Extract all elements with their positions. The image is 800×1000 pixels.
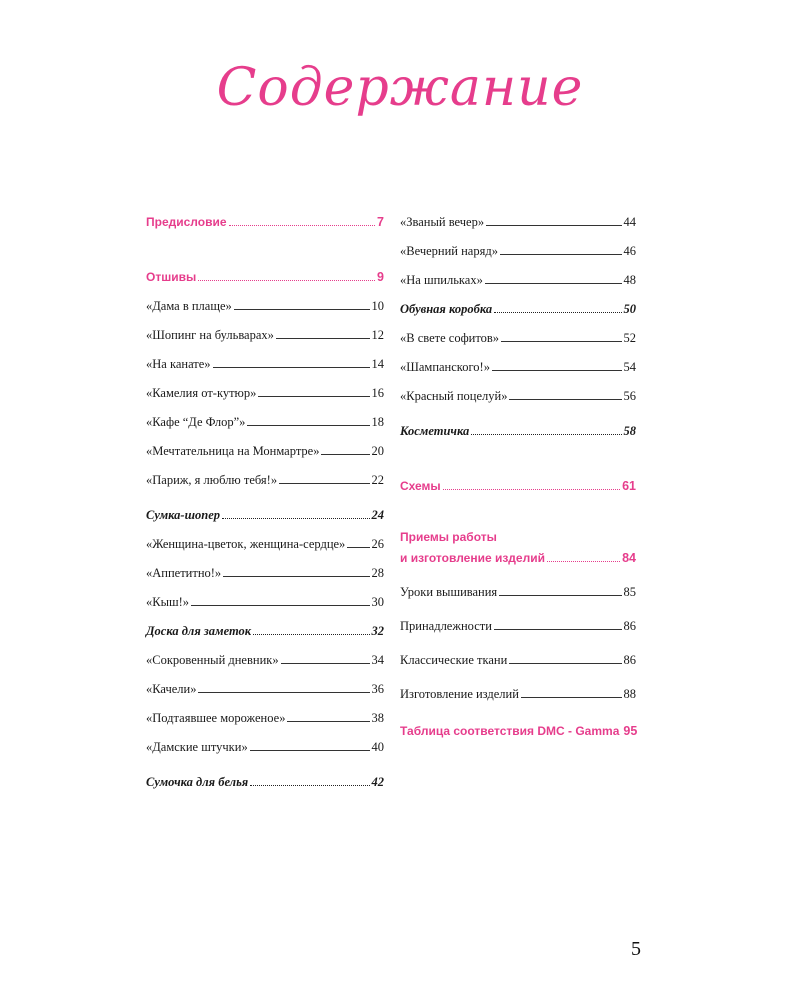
toc-page-number: 48 [623,273,636,287]
toc-entry[interactable] [400,266,636,295]
toc-section-techniques[interactable] [400,527,636,569]
toc-page-number: 58 [623,424,636,438]
leader-line [250,743,370,751]
toc-entry-label: Отшивы [146,270,197,284]
leader-line [276,331,370,339]
toc-entry[interactable] [400,575,636,609]
toc-entry-label: «Камелия от-кутюр» [146,386,257,400]
toc-entry-label: «Вечерний наряд» [400,244,498,258]
toc-entry[interactable] [146,733,384,762]
toc-page-number: 44 [623,215,636,229]
toc-entry-label: Изготовление изделий [400,687,519,701]
leader-line [347,540,369,548]
toc-page-number: 95 [623,724,638,738]
toc-entry[interactable] [146,321,384,350]
leader-line [485,276,622,284]
toc-entry-label: Классические ткани [400,653,508,667]
toc-section-dmc-table[interactable] [400,717,636,746]
leader-line [234,302,370,310]
toc-entry-label: «Красный поцелуй» [400,389,508,403]
toc-page-number: 50 [623,302,636,316]
toc-page-number: 28 [371,566,384,580]
leader-line [279,476,369,484]
page-title: Содержание [216,58,584,118]
toc-entry-label: «На шпильках» [400,273,483,287]
toc-section-shopper[interactable] [146,501,384,530]
toc-entry-label: Таблица соответствия DMC - Gamma [400,724,620,738]
toc-page-number: 34 [371,653,384,667]
toc-entry[interactable] [146,350,384,379]
toc-page-number: 52 [623,331,636,345]
toc-page-number: 56 [623,389,636,403]
toc-page-number: 10 [371,299,384,313]
toc-entry-label: Схемы [400,479,441,493]
toc-page-number: 54 [623,360,636,374]
toc-section-shoebox[interactable] [400,295,636,324]
toc-entry[interactable] [146,466,384,495]
toc-entry-label: Приемы работы [400,530,497,544]
toc-page-number: 85 [623,585,636,599]
leader-line [521,690,622,698]
toc-entry[interactable] [146,408,384,437]
leader-line [509,656,621,664]
toc-section-otshivy[interactable] [146,263,384,292]
toc-entry[interactable] [400,382,636,411]
leader-line [258,389,369,397]
dot-leader [443,481,620,490]
toc-entry[interactable] [146,559,384,588]
toc-page-number: 22 [371,473,384,487]
leader-line [500,247,622,255]
leader-line [486,218,621,226]
toc-entry[interactable] [400,353,636,382]
page-number: 5 [631,938,641,960]
dot-leader [471,426,621,435]
toc-page-number: 46 [623,244,636,258]
toc-page-number: 84 [622,551,636,565]
toc-page-number: 18 [371,415,384,429]
toc-entry-label: Предисловие [146,215,227,229]
leader-line [509,392,621,400]
toc-page-number: 61 [622,479,636,493]
toc-entry[interactable] [146,379,384,408]
toc-entry[interactable] [146,704,384,733]
toc-entry-label: «Кыш!» [146,595,190,609]
toc-page-number: 9 [377,270,384,284]
toc-entry-label: «В свете софитов» [400,331,500,345]
dot-leader [229,217,376,226]
toc-entry[interactable] [146,437,384,466]
toc-entry-label: «На канате» [146,357,211,371]
toc-entry-label: Сумка-шопер [146,508,220,522]
leader-line [213,360,370,368]
toc-page-number: 32 [371,624,384,638]
toc-entry-label: «Женщина-цветок, женщина-сердце» [146,537,346,551]
toc-entry[interactable] [400,237,636,266]
toc-page-number: 42 [371,775,384,789]
toc-page-number: 36 [371,682,384,696]
toc-entry[interactable] [400,609,636,643]
toc-entry[interactable] [400,677,636,711]
toc-entry[interactable] [146,675,384,704]
leader-line [198,685,369,693]
toc-page-number: 24 [371,508,384,522]
leader-line [499,588,621,596]
toc-entry-label: Обувная коробка [400,302,493,316]
toc-entry-label: Сумочка для белья [146,775,249,789]
toc-entry-label: «Мечтательница на Монмартре» [146,444,320,458]
toc-page-number: 38 [371,711,384,725]
toc-entry-label: «Подтаявшее мороженое» [146,711,286,725]
toc-section-laundry-bag[interactable] [146,768,384,797]
toc-page-number: 86 [623,653,636,667]
dot-leader [494,304,621,313]
toc-page-number: 20 [371,444,384,458]
leader-line [492,363,622,371]
toc-entry-label: Принадлежности [400,619,492,633]
toc-page-number: 86 [623,619,636,633]
toc-page-number: 14 [371,357,384,371]
toc-entry-label: «Аппетитно!» [146,566,222,580]
toc-left-column [146,208,384,797]
toc-entry-label: Уроки вышивания [400,585,498,599]
toc-entry-label: «Дамские штучки» [146,740,248,754]
toc-entry[interactable] [146,292,384,321]
leader-line [287,714,369,722]
dot-leader [250,777,369,786]
toc-entry-preface[interactable] [146,208,384,237]
toc-entry[interactable] [146,646,384,675]
toc-entry[interactable] [400,208,636,237]
dot-leader [253,626,369,635]
toc-entry-label: «Париж, я люблю тебя!» [146,473,278,487]
toc-page-number: 26 [371,537,384,551]
leader-line [494,622,622,630]
dot-leader [222,510,370,519]
leader-line [501,334,621,342]
leader-line [281,656,370,664]
toc-entry-label: «Кафе “Де Флор”» [146,415,246,429]
toc-page-number: 30 [371,595,384,609]
leader-line [223,569,369,577]
dot-leader [547,553,620,562]
toc-entry[interactable] [400,324,636,353]
toc-entry-label: Косметичка [400,424,470,438]
toc-section-board[interactable] [146,617,384,646]
toc-page-number: 88 [623,687,636,701]
toc-page-number: 7 [377,215,384,229]
toc-entry-label: «Званый вечер» [400,215,485,229]
toc-entry-label: «Шампанского!» [400,360,490,374]
toc-entry-label: и изготовление изделий [400,551,545,565]
leader-line [191,598,369,606]
toc-entry[interactable] [400,643,636,677]
toc-section-cosmetic-bag[interactable] [400,417,636,446]
toc-right-column [400,208,636,746]
toc-entry-label: «Качели» [146,682,197,696]
toc-entry-label: «Сокровенный дневник» [146,653,279,667]
leader-line [247,418,369,426]
toc-entry[interactable] [146,588,384,617]
dot-leader [198,272,375,281]
toc-page-number: 40 [371,740,384,754]
toc-entry-label: «Дама в плаще» [146,299,232,313]
toc-page-number: 16 [371,386,384,400]
toc-entry-label-line2 [400,547,636,569]
toc-entry[interactable] [146,530,384,559]
toc-entry-label: «Шопинг на бульварах» [146,328,274,342]
leader-line [321,447,369,455]
toc-section-schemes[interactable] [400,472,636,501]
toc-page-number: 12 [371,328,384,342]
toc-entry-label: Доска для заметок [146,624,252,638]
